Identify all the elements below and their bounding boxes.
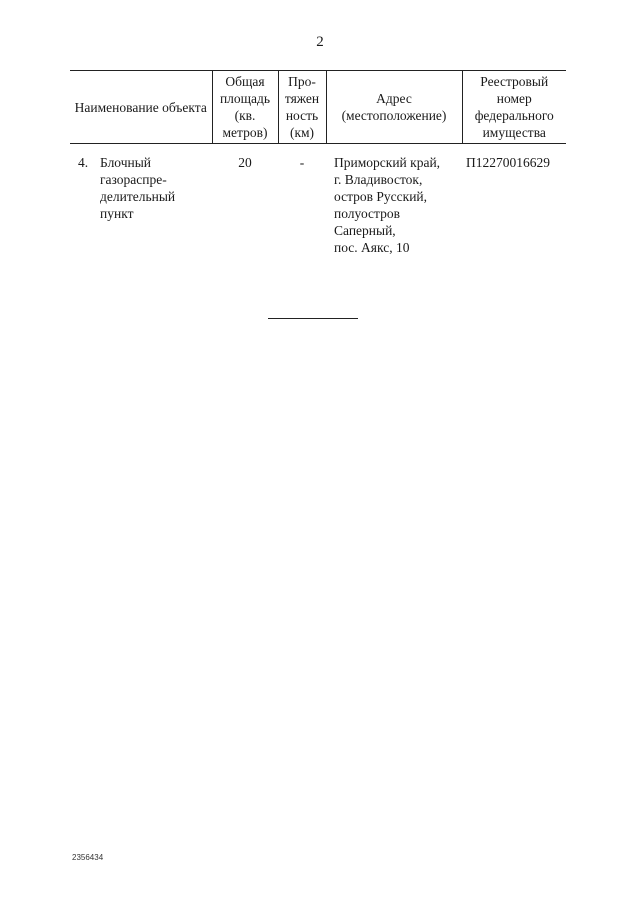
- cell-area: 20: [238, 155, 252, 170]
- table-body: [70, 144, 566, 257]
- property-table-container: [70, 70, 566, 256]
- column-header-address: Адрес (местоположение): [326, 71, 462, 144]
- column-header-area: Общая площадь (кв. метров): [212, 71, 278, 144]
- column-header-name: Наименование объекта: [74, 99, 207, 115]
- table-row: [70, 144, 566, 257]
- object-name: Блочный газораспре- делительный пункт: [100, 155, 176, 221]
- cell-object-name: [70, 144, 212, 257]
- end-of-list-rule: [268, 318, 358, 319]
- table-header-row: [70, 71, 566, 144]
- cell-address: Приморский край, г. Владивосток, остров Русский, полуостров Саперный, пос. Аякс, 10: [334, 155, 441, 255]
- page-number: 2: [316, 34, 324, 50]
- cell-length: -: [299, 155, 305, 170]
- cell-registry-number: П12270016629: [466, 155, 550, 170]
- column-header-registry: Реестровый номер федерального имущества: [462, 71, 566, 144]
- row-number: 4.: [78, 155, 89, 170]
- table-header: [70, 71, 566, 144]
- property-table: [70, 70, 566, 256]
- document-code: 2356434: [72, 853, 104, 862]
- object-name-wrapper: [72, 154, 210, 222]
- column-header-length: Про- тяжен ность (км): [278, 71, 326, 144]
